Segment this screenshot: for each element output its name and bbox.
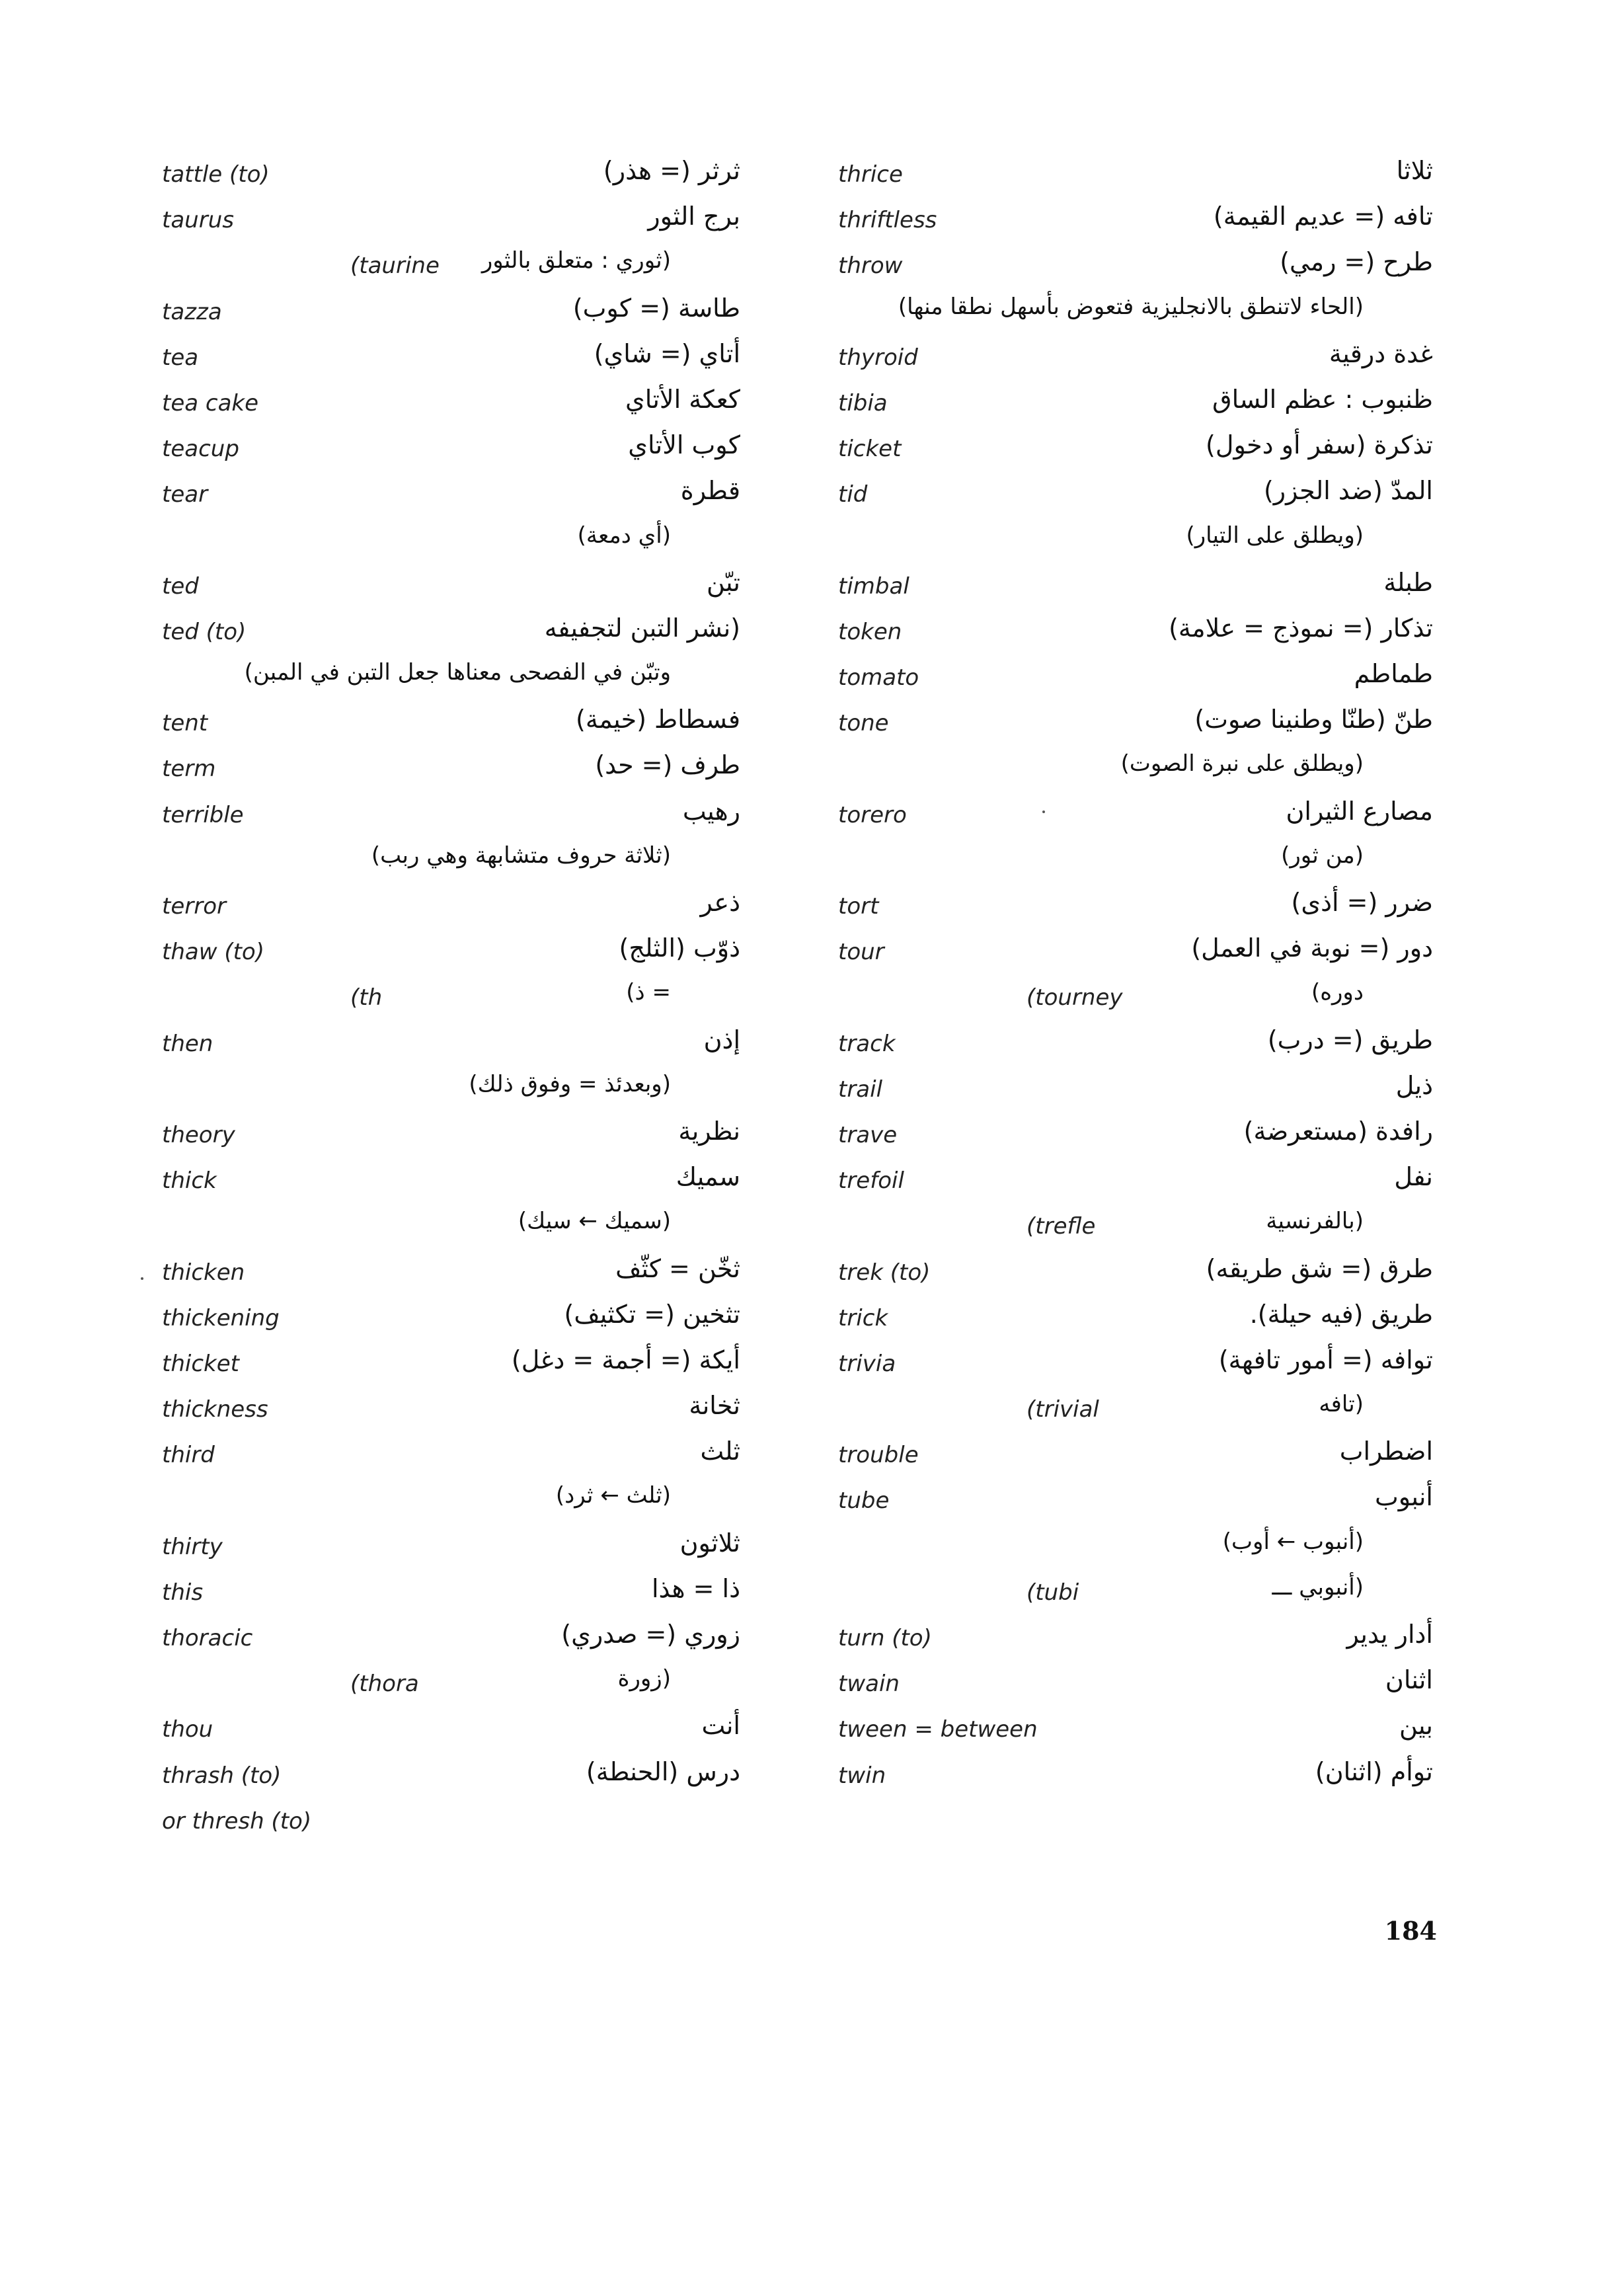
english-term: terror [162,893,226,920]
entry-note [162,1203,740,1248]
dictionary-entry [162,196,740,242]
arabic-gloss: طاسة (= كوب) [572,293,740,323]
english-term: tone [838,710,889,737]
dictionary-entry [838,334,1433,379]
english-term: term [162,756,216,783]
arabic-gloss: ضرر (= أذى) [1291,888,1433,917]
english-term: thoracic [162,1625,253,1651]
dictionary-entry [838,471,1433,516]
arabic-gloss: تثخين (= تكثيف) [564,1299,740,1329]
english-term: tent [162,710,208,737]
arabic-gloss: ظنبوب : عظم الساق [1212,384,1433,414]
english-term: thickness [162,1396,268,1423]
english-term: thirty [162,1533,223,1560]
arabic-gloss: (ويطلق على نبرة الصوت) [1120,750,1364,777]
arabic-gloss: رافدة (مستعرضة) [1243,1116,1433,1146]
dictionary-entry [838,1066,1433,1111]
english-term: trave [838,1121,898,1148]
arabic-gloss: قطرة [680,476,740,506]
english-term: thickening [162,1304,280,1331]
entry-note [162,1660,740,1706]
english-term: (trivial [1026,1396,1099,1423]
english-term: trail [838,1076,883,1103]
arabic-gloss: = ذ) [626,979,671,1006]
english-term: (tourney [1026,984,1123,1011]
dictionary-entry [162,379,740,425]
dictionary-entry [162,1157,740,1203]
scan-speck [1042,811,1045,813]
dictionary-entry [162,1614,740,1660]
english-term: this [162,1579,204,1606]
english-term: (thora [350,1671,419,1698]
dictionary-entry [838,1752,1433,1798]
dictionary-entry [838,1294,1433,1340]
english-term: (trefle [1026,1213,1096,1240]
right-column [838,151,1433,1798]
dictionary-entry [162,288,740,334]
dictionary-entry [838,196,1433,242]
dictionary-entry [838,1706,1433,1751]
english-term: timbal [838,573,909,600]
entry-note [838,1569,1433,1614]
arabic-gloss: اضطراب [1339,1437,1433,1466]
dictionary-entry [162,1706,740,1751]
entry-note [838,1203,1433,1248]
arabic-gloss: دور (= نوبة في العمل) [1191,933,1433,963]
page-number: 184 [1384,1916,1437,1946]
entry-note [838,837,1433,883]
arabic-gloss: دوره) [1311,979,1364,1006]
dictionary-entry [838,928,1433,974]
arabic-gloss: كوب الأتاي [628,430,740,460]
english-term: thaw (to) [162,939,264,966]
dictionary-entry [162,563,740,608]
entry-note [162,974,740,1019]
arabic-gloss: درس (الحنطة) [586,1757,740,1786]
arabic-gloss: ذوّب (الثلج) [619,933,740,963]
arabic-gloss: إذن [703,1025,740,1054]
arabic-gloss: ثخّن = كثّف [615,1253,740,1283]
dictionary-entry [838,1431,1433,1477]
dictionary-entry [838,1340,1433,1386]
arabic-gloss: برج الثور [648,202,740,231]
english-term: thrice [838,161,903,188]
english-term: trek (to) [838,1259,931,1286]
english-term: thicken [162,1259,245,1286]
english-term: tube [838,1487,890,1515]
entry-note [162,1477,740,1523]
dictionary-entry [162,1294,740,1340]
entry-note [162,1066,740,1111]
dictionary-entry [838,654,1433,699]
arabic-gloss: أدار يدير [1346,1620,1433,1649]
arabic-gloss: تافه (= عديم القيمة) [1213,202,1433,231]
entry-note [838,517,1433,563]
arabic-gloss: (الحاء لاتنطق بالانجليزية فتعوض بأسهل نطقا منها) [898,293,1364,320]
arabic-gloss: اثنان [1385,1665,1433,1695]
arabic-gloss: نفل [1394,1162,1433,1192]
dictionary-entry [162,334,740,379]
arabic-gloss: كعكة الأتاي [625,384,740,414]
arabic-gloss: ذا = هذا [651,1573,740,1603]
arabic-gloss: طبلة [1383,567,1433,597]
arabic-gloss: (ثلث ← ثرد) [555,1482,671,1509]
arabic-gloss: أنبوب [1374,1482,1433,1512]
entry-note [162,517,740,563]
dictionary-entry [162,745,740,791]
arabic-gloss: المدّ (ضد الجزر) [1263,476,1433,506]
english-term: thou [162,1716,213,1743]
arabic-gloss: طماطم [1354,659,1433,689]
english-term: tort [838,893,879,920]
dictionary-entry [838,379,1433,425]
arabic-gloss: غدة درقية [1329,338,1433,368]
arabic-gloss: رهيب [682,796,740,826]
english-term: torero [838,801,907,828]
dictionary-entry [838,883,1433,928]
arabic-gloss: طرف (= حد) [595,750,740,780]
dictionary-entry [838,1111,1433,1157]
english-term: then [162,1030,213,1057]
arabic-gloss: فسطاط (خيمة) [576,705,740,734]
english-term: thrash (to) [162,1762,282,1789]
arabic-gloss: (زورة [617,1665,671,1692]
arabic-gloss: تذكار (= نموذج = علامة) [1169,613,1433,643]
dictionary-entry [838,563,1433,608]
english-term: theory [162,1121,235,1148]
arabic-gloss: أتاي (= شاي) [594,338,740,368]
dictionary-entry [162,1249,740,1294]
arabic-gloss: طرق (= شق طريقه) [1206,1253,1433,1283]
dictionary-entry [838,425,1433,471]
english-term: tea [162,344,199,371]
arabic-gloss: ثلاثون [679,1528,740,1558]
english-term: thicket [162,1350,239,1377]
entry-note [162,837,740,883]
arabic-gloss: ثلث [700,1437,740,1466]
arabic-gloss: نظرية [678,1116,740,1146]
english-term: ted (to) [162,618,247,645]
arabic-gloss: ثلاثا [1396,156,1433,185]
english-term: trivia [838,1350,896,1377]
english-term: tibia [838,389,888,416]
english-term: token [838,618,902,645]
dictionary-entry [838,1157,1433,1203]
entry-note [838,745,1433,791]
dictionary-entry [838,1660,1433,1706]
arabic-gloss: مصارع الثيران [1286,796,1433,826]
arabic-gloss: (أي دمعة) [577,522,671,549]
entry-note [162,242,740,288]
dictionary-entry [838,791,1433,837]
dictionary-entry [162,883,740,928]
dictionary-entry [838,608,1433,654]
arabic-gloss: أنت [701,1711,740,1741]
arabic-gloss: (أنبوبي ـــ [1272,1573,1364,1601]
english-term: ticket [838,436,902,463]
english-term: trouble [838,1442,919,1469]
arabic-gloss: (نشر التبن لتجفيفه [544,613,740,643]
arabic-gloss: طنّ (طنّا وطنينا صوت) [1194,705,1433,734]
arabic-gloss: (ثلاثة حروف متشابهة وهي ربب) [371,842,671,869]
arabic-gloss: طرح (= رمي) [1280,247,1433,277]
english-term: (tubi [1026,1579,1079,1606]
arabic-gloss: طريق (فيه حيلة). [1249,1299,1433,1329]
arabic-gloss: (ثوري : متعلق بالثور [481,247,671,274]
english-term: trick [838,1304,888,1331]
dictionary-entry [162,1752,740,1798]
arabic-gloss: (سميك ← سيك) [518,1208,671,1235]
dictionary-entry [162,1523,740,1569]
dictionary-entry [162,608,740,654]
dictionary-entry [838,699,1433,745]
scan-speck [141,1277,143,1280]
english-term: tea cake [162,389,259,416]
english-term: trefoil [838,1168,904,1195]
dictionary-entry [162,1569,740,1614]
arabic-gloss: زوري (= صدري) [561,1620,740,1649]
english-term: tid [838,481,868,508]
arabic-gloss: تذكرة (سفر أو دخول) [1206,430,1433,460]
dictionary-entry [838,242,1433,288]
arabic-gloss: (أنبوب ← أوب) [1222,1528,1364,1555]
entry-note [838,974,1433,1019]
english-term: track [838,1030,896,1057]
left-column [162,151,740,1843]
arabic-gloss: (بالفرنسية [1266,1208,1364,1235]
english-term: tween = between [838,1716,1038,1743]
arabic-gloss: طريق (= درب) [1267,1025,1433,1054]
english-term: thyroid [838,344,918,371]
arabic-gloss: سميك [676,1162,740,1192]
dictionary-entry [162,471,740,516]
arabic-gloss: أيكة (= أجمة = دغل) [511,1345,740,1374]
english-term: ted [162,573,199,600]
dictionary-entry [162,1020,740,1066]
dictionary-entry [162,1386,740,1431]
dictionary-entry [838,1249,1433,1294]
dictionary-entry [162,928,740,974]
arabic-gloss: تبّن [707,567,740,597]
dictionary-entry [162,1340,740,1386]
entry-note [838,1523,1433,1569]
english-term: tomato [838,664,919,692]
arabic-gloss: توأم (اثنان) [1315,1757,1433,1786]
arabic-gloss: توافه (= أمور تافهة) [1218,1345,1433,1374]
dictionary-entry [162,1111,740,1157]
arabic-gloss: (وبعدئذ = وفوق ذلك) [469,1070,671,1097]
english-term: (taurine [350,253,440,280]
arabic-gloss: ثرثر (= هذر) [603,156,740,185]
entry-note [162,654,740,699]
english-term: taurus [162,207,234,234]
arabic-gloss: ذعر [700,888,740,917]
dictionary-entry [838,1020,1433,1066]
arabic-gloss: وتبّن في الفصحى معناها جعل التبن في المبن) [244,659,671,686]
dictionary-entry [162,699,740,745]
english-term: tazza [162,298,222,325]
english-term: tattle (to) [162,161,270,188]
english-term: thriftless [838,207,937,234]
english-term: throw [838,253,903,280]
entry-note [838,288,1433,334]
arabic-gloss: ذيل [1395,1070,1433,1100]
arabic-gloss: (من ثور) [1281,842,1364,869]
english-term: or thresh (to) [162,1807,312,1835]
dictionary-entry [162,151,740,196]
english-term: tear [162,481,208,508]
dictionary-entry [162,1798,740,1843]
arabic-gloss: (تافه [1319,1391,1364,1418]
arabic-gloss: ثخانة [689,1391,740,1421]
arabic-gloss: بين [1399,1711,1433,1741]
english-term: terrible [162,801,244,828]
dictionary-entry [838,1477,1433,1523]
english-term: thick [162,1168,217,1195]
dictionary-entry [838,151,1433,196]
english-term: teacup [162,436,239,463]
english-term: (th [350,984,383,1011]
english-term: twain [838,1671,900,1698]
dictionary-entry [162,425,740,471]
english-term: third [162,1442,215,1469]
arabic-gloss: (ويطلق على التيار) [1186,522,1364,549]
dictionary-entry [162,791,740,837]
english-term: turn (to) [838,1625,932,1651]
english-term: twin [838,1762,886,1789]
dictionary-entry [838,1614,1433,1660]
entry-note [838,1386,1433,1431]
dictionary-entry [162,1431,740,1477]
english-term: tour [838,939,884,966]
